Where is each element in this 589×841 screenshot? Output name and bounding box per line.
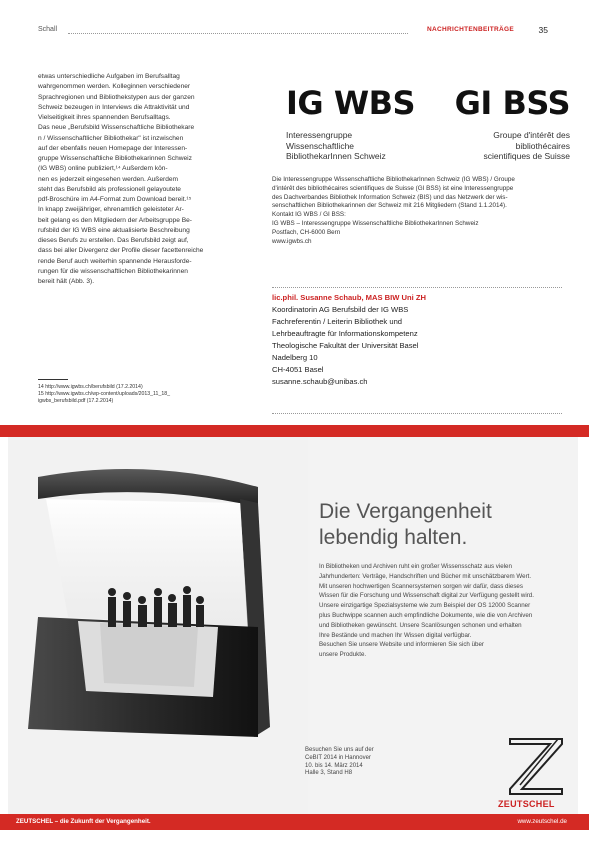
footnote[interactable]: igwbs_berufsbild.pdf (17.2.2014) [38,398,114,405]
text-line: etwas unterschiedliche Aufgaben im Berufsalltag [38,73,180,80]
org-website-link[interactable]: www.igwbs.ch [272,237,312,245]
z-logo-inner-stroke [518,739,558,785]
text-line: Das neue „Berufsbild Wissenschaftliche Bibliothekare [38,124,195,132]
figure [183,595,191,627]
org-line: des Dachverbandes Bibliothek Information Schweiz (BIS) und das Netzwerk der wis- [272,193,508,201]
org-line: Kontakt IG WBS / GI BSS: [272,211,346,219]
book-page-inner [100,623,198,687]
ad-body-line: Mit unseren hochwertigen Scannersystemen sorgen wir dafür, dass dieses [319,582,523,590]
text-line: nen es jederzeit eingesehen werden. Außerdem [38,175,179,183]
section-label: Schall [38,26,58,33]
ad-brand-name: ZEUTSCHEL [498,799,555,809]
text-line: Schweiz bezeugen in Interviews die Attraktivität und [38,103,190,111]
ig-wbs-logo [270,84,570,174]
author-line: Theologische Fakultät der Universität Basel [272,341,419,350]
ad-headline [319,499,492,551]
figure-head [154,588,162,596]
org-line: d'intérêt des bibliothécaires scientifiques de Suisse (GI BSS) ist eine Interessengruppe [272,184,514,192]
text-line: rungen für die wissenschaftlichen Bibliothekarinnen [38,267,188,275]
ad-body-line: Wissen für die Forschung und Wissenschaft digital zur Verfügung gestellt wird. [319,592,534,600]
footnote-rule [38,379,68,380]
logo-subtitle-line: scientifiques de Suisse [483,151,570,161]
text-line: rende Beruf auch weiterhin spannende Herausforde- [38,257,192,265]
figure [196,605,204,627]
author-name: lic.phil. Susanne Schaub, MAS BIW Uni ZH [272,293,426,302]
footnotes [38,384,264,406]
fair-line: Besuchen Sie uns auf der [305,747,374,753]
ad-body-line: unsere Produkte. [319,651,367,659]
text-line: Vielseitigkeit ihres spannenden Berufsalltags. [38,114,171,121]
logo-subtitle-fr [484,130,570,162]
logo-title-fr: GI BSS [454,84,570,122]
author-block [272,292,562,388]
text-line: In knapp zweijähriger, ehrenamtlich geleisteter Ar- [38,206,184,214]
author-line: Nadelberg 10 [272,353,318,362]
ad-body-line: In Bibliotheken und Archiven ruht ein großer Wissensschatz aus vielen [319,563,512,570]
figure-head [196,596,204,604]
logo-subtitle-line: Interessengruppe [286,130,353,140]
org-line: senschaftlichen Bibliothekarinnen der Schweiz mit 216 Mitgliedern (Stand 1.1.2014). [272,202,507,210]
ad-body-line: Jahrhunderten: Verträge, Handschriften und Bücher mit unschätzbarem Wert. [319,572,532,580]
logo-subtitle-line: bibliothécaires [515,140,570,151]
ad-website-link[interactable]: www.zeutschel.de [517,818,567,825]
fair-line: CeBIT 2014 in Hannover [305,754,371,761]
figure [123,601,131,627]
text-line: auf der ebenfalls neuen Homepage der Interessen- [38,144,188,152]
text-line: gruppe Wissenschaftliche Bibliothekarinnen Schweiz [38,155,192,162]
scanner-illustration [8,437,308,814]
text-line: wahrgenommen werden. Kolleginnen verschiedener [38,83,191,91]
figure-head [108,588,116,596]
zeutschel-advertisement [8,437,578,814]
text-line: rufsbild der IG WBS eine aktualisierte Beschreibung [38,226,190,234]
footnote[interactable]: 14 http://www.igwbs.ch/berufsbild (17.2.2014) [38,384,143,390]
text-line: dass bei aller Divergenz der Profile dieser facettenreiche [38,247,204,255]
figure [138,605,147,627]
ad-body-line: und Bibliotheken gewünscht. Unsere Scanlösungen schonen und erhalten [319,621,522,629]
zeutschel-z-logo-icon [506,735,566,797]
text-line: bereit hält (Abb. 3). [38,278,95,285]
logo-subtitle-line: BibliothekarInnen Schweiz [286,151,386,161]
author-rule-bottom [272,413,562,414]
section-tag: NACHRICHTENBEITRÄGE [427,26,514,33]
page-header [38,26,548,40]
text-line: (IG WBS) online publiziert,¹⁴ Außerdem kön- [38,165,168,173]
organization-info [272,176,562,246]
logo-subtitle-de [286,130,386,162]
org-line: Postfach, CH-6000 Bern [272,228,341,236]
ad-slogan: ZEUTSCHEL – die Zukunft der Vergangenheit. [16,818,151,825]
ad-body-text [319,562,569,660]
text-line: steht das Berufsbild als professionell gelayoutete [38,185,181,193]
ad-top-bar [0,425,589,437]
figure [154,597,162,627]
text-line: dieses Berufs zu erstellen. Das Berufsbild zeigt auf, [38,237,189,244]
footnote[interactable]: 15 http://www.igwbs.ch/wp-content/uploads/2013_11_18_ [38,391,170,398]
text-line: pdf-Broschüre im A4-Format zum Download bereit.¹⁵ [38,196,192,203]
text-line: beit gelang es den Mitgliedern der Arbeitsgruppe Be- [38,216,192,224]
figure-head [168,594,176,602]
ad-body-line: Besuchen Sie unsere Website und informieren Sie sich über [319,641,484,649]
org-line: IG WBS – Interessengruppe Wissenschaftliche BibliothekarInnen Schweiz [272,219,479,227]
ad-headline-line: lebendig halten. [319,526,468,549]
article-body [38,72,264,287]
author-email-link[interactable]: susanne.schaub@unibas.ch [272,377,368,386]
fair-line: Halle 3, Stand H8 [305,770,353,777]
page-number: 35 [538,25,548,35]
figure-head [123,592,131,600]
header-rule [68,33,408,34]
figure [168,603,177,627]
text-line: n / Wissenschaftlicher Bibliothekar" ist inzwischen [38,134,184,142]
ad-headline-line: Die Vergangenheit [319,500,492,523]
author-rule-top [272,287,562,288]
logo-title-de: IG WBS [286,84,416,122]
ad-footer-bar [0,814,589,830]
ad-body-line: Ihre Bestände und machen Ihr Wissen digital verfügbar. [319,631,472,639]
trade-fair-notice [305,747,374,778]
author-line: Koordinatorin AG Berufsbild der IG WBS [272,305,409,314]
logo-subtitle-line: Wissenschaftliche [286,140,355,151]
author-line: Lehrbeauftragte für Informationskompetenz [272,329,418,338]
org-line: Die Interessengruppe Wissenschaftliche BibliothekarInnen Schweiz (IG WBS) / Groupe [272,176,515,183]
figure [108,597,116,627]
figure-head [183,586,191,594]
ad-body-line: plus Buchwippe scannen auch empfindliche Dokumente, wie die von Archiven [319,611,533,619]
author-line: CH-4051 Basel [272,365,324,374]
ad-body-line: Unsere einzigartige Spezialsysteme wie zum Beispiel der OS 12000 Scanner [319,602,531,610]
figure-head [138,596,146,604]
author-line: Fachreferentin / Leiterin Bibliothek und [272,317,403,326]
logo-subtitle-line: Groupe d'intérêt des [493,130,570,140]
text-line: Sprachregionen und Bibliothekstypen aus der ganzen [38,93,195,101]
fair-line: 10. bis 14. März 2014 [305,762,363,769]
